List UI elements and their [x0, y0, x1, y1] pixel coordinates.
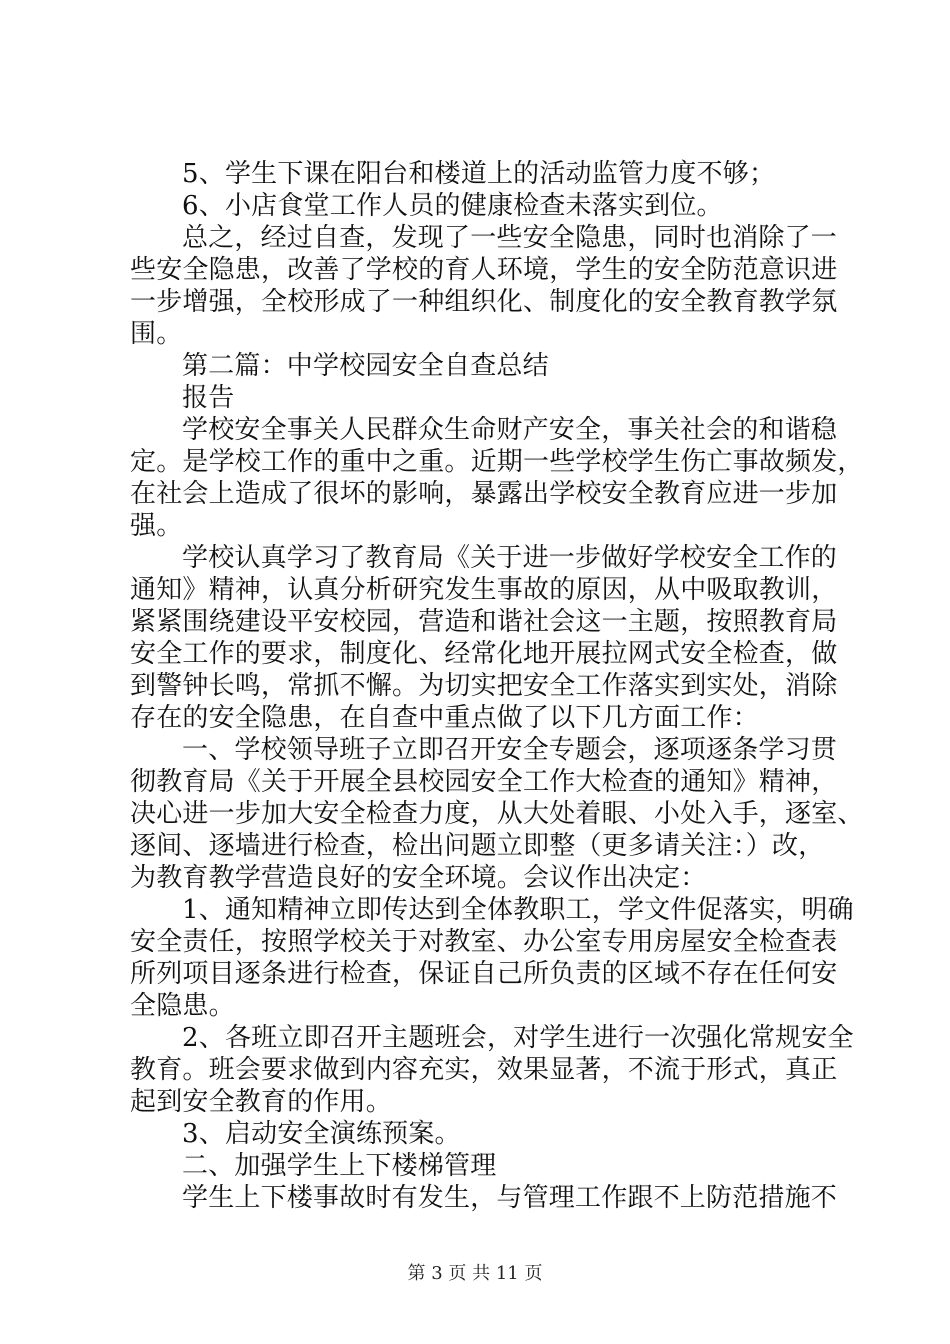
text-line: 安全工作的要求，制度化、经常化地开展拉网式安全检查，做 [130, 639, 838, 669]
text-line: 6、小店食堂工作人员的健康检查未落实到位。 [182, 191, 723, 221]
text-line: 学校认真学习了教育局《关于进一步做好学校安全工作的 [182, 543, 838, 573]
text-line: 紧紧围绕建设平安校园，营造和谐社会这一主题，按照教育局 [130, 607, 838, 637]
text-line: 总之，经过自查，发现了一些安全隐患，同时也消除了一 [182, 223, 838, 253]
document-body [130, 158, 864, 1214]
text-line: 3、启动安全演练预案。 [182, 1119, 461, 1149]
text-line: 定。是学校工作的重中之重。近期一些学校学生伤亡事故频发， [130, 447, 864, 477]
text-line: 在社会上造成了很坏的影响，暴露出学校安全教育应进一步加 [130, 479, 838, 509]
text-line: 为教育教学营造良好的安全环境。会议作出决定： [130, 863, 707, 893]
text-line: 围。 [130, 319, 183, 349]
text-line: 彻教育局《关于开展全县校园安全工作大检查的通知》精神， [130, 767, 838, 797]
text-line: 所列项目逐条进行检查，保证自己所负责的区域不存在任何安 [130, 959, 838, 989]
text-line: 起到安全教育的作用。 [130, 1087, 393, 1117]
text-line: 学生上下楼事故时有发生，与管理工作跟不上防范措施不 [182, 1183, 838, 1213]
text-line: 5、学生下课在阳台和楼道上的活动监管力度不够； [182, 159, 776, 189]
text-line: 学校安全事关人民群众生命财产安全，事关社会的和谐稳 [182, 415, 838, 445]
text-line: 2、各班立即召开主题班会，对学生进行一次强化常规安全 [182, 1023, 854, 1053]
text-line: 全隐患。 [130, 991, 235, 1021]
page-footer: 第 3 页 共 11 页 [407, 1263, 543, 1284]
text-line: 决心进一步加大安全检查力度，从大处着眼、小处入手，逐室、 [130, 799, 864, 829]
text-line: 一、学校领导班子立即召开安全专题会，逐项逐条学习贯 [182, 735, 838, 765]
text-line: 一步增强，全校形成了一种组织化、制度化的安全教育教学氛 [130, 287, 838, 317]
text-line: 存在的安全隐患，在自查中重点做了以下几方面工作： [130, 703, 759, 733]
text-line: 到警钟长鸣，常抓不懈。为切实把安全工作落实到实处，消除 [130, 671, 838, 701]
text-line: 安全责任，按照学校关于对教室、办公室专用房屋安全检查表 [130, 927, 838, 957]
text-line: 1、通知精神立即传达到全体教职工，学文件促落实，明确 [182, 895, 854, 925]
text-line: 强。 [130, 511, 183, 541]
text-line: 二、加强学生上下楼梯管理 [182, 1151, 497, 1181]
text-line: 通知》精神，认真分析研究发生事故的原因，从中吸取教训， [130, 575, 838, 605]
text-line: 报告 [182, 383, 235, 413]
text-line: 些安全隐患，改善了学校的育人环境，学生的安全防范意识进 [130, 255, 838, 285]
text-line: 第二篇：中学校园安全自查总结 [182, 351, 549, 381]
text-line: 教育。班会要求做到内容充实，效果显著，不流于形式，真正 [130, 1055, 838, 1085]
text-line: 逐间、逐墙进行检查，检出问题立即整（更多请关注：）改， [130, 831, 825, 861]
